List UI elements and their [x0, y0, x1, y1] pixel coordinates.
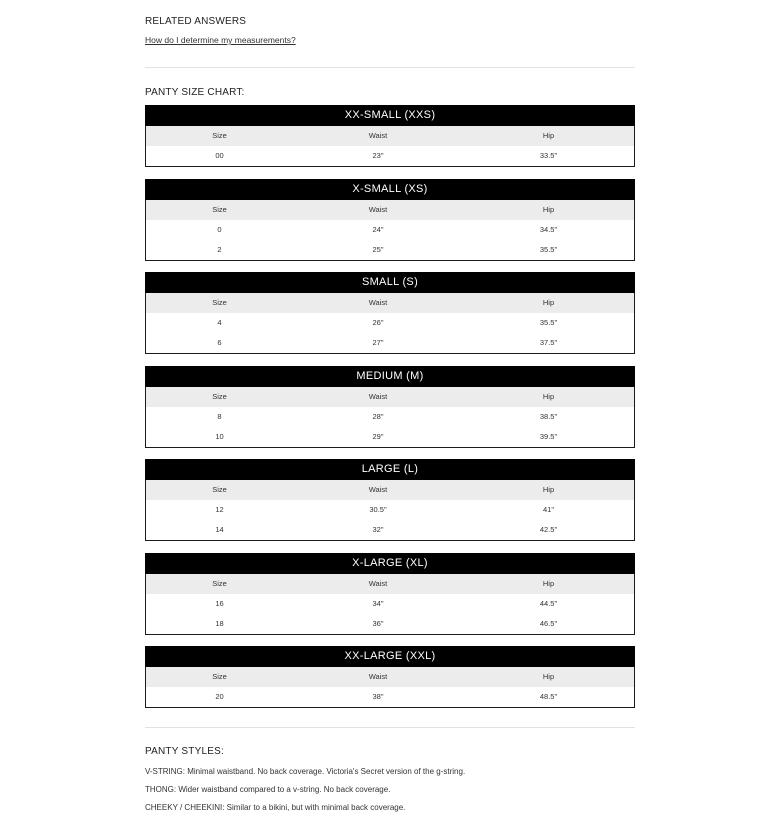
- cell-size: 2: [217, 245, 222, 254]
- cell-hip: 33.5": [539, 151, 558, 160]
- column-header-waist: Waist: [368, 131, 388, 140]
- column-header-size: Size: [212, 485, 227, 494]
- style-description: CHEEKY / CHEEKINI: Similar to a bikini, but with minimal back coverage.: [145, 803, 406, 812]
- style-description: V-STRING: Minimal waistband. No back coverage. Victoria's Secret version of the g-string.: [145, 767, 466, 776]
- panty-styles-title: PANTY STYLES:: [145, 746, 224, 757]
- column-header-hip: Hip: [542, 298, 555, 307]
- cell-waist: 23": [372, 151, 384, 160]
- divider: [145, 727, 635, 728]
- column-header-waist: Waist: [368, 672, 388, 681]
- column-header-hip: Hip: [542, 672, 555, 681]
- cell-size: 8: [217, 412, 222, 421]
- cell-size: 12: [215, 505, 224, 514]
- cell-size: 00: [215, 151, 224, 160]
- column-header-size: Size: [212, 392, 227, 401]
- column-header-row: [146, 126, 634, 146]
- cell-size: 10: [215, 432, 224, 441]
- column-header-waist: Waist: [368, 298, 388, 307]
- column-header-row: [146, 574, 634, 594]
- cell-size: 14: [215, 525, 224, 534]
- cell-waist: 32": [372, 525, 384, 534]
- column-header-size: Size: [212, 579, 227, 588]
- size-table: [145, 646, 635, 708]
- column-header-size: Size: [212, 131, 227, 140]
- table-row: [146, 614, 634, 634]
- column-header-waist: Waist: [368, 392, 388, 401]
- table-row: [146, 594, 634, 614]
- cell-hip: 48.5": [539, 692, 558, 701]
- table-row: [146, 146, 634, 166]
- column-header-hip: Hip: [542, 392, 555, 401]
- table-row: [146, 407, 634, 427]
- cell-hip: 38.5": [539, 412, 558, 421]
- cell-size: 6: [217, 338, 222, 347]
- size-table-heading: X-LARGE (XL): [145, 553, 635, 574]
- cell-hip: 42.5": [539, 525, 558, 534]
- cell-waist: 27": [372, 338, 384, 347]
- column-header-waist: Waist: [368, 205, 388, 214]
- table-row: [146, 220, 634, 240]
- column-header-waist: Waist: [368, 579, 388, 588]
- cell-waist: 26": [372, 318, 384, 327]
- cell-hip: 41": [542, 505, 554, 514]
- cell-waist: 36": [372, 619, 384, 628]
- column-header-waist: Waist: [368, 485, 388, 494]
- cell-hip: 46.5": [539, 619, 558, 628]
- cell-size: 16: [215, 599, 224, 608]
- style-description: THONG: Wider waistband compared to a v-string. No back coverage.: [145, 785, 391, 794]
- cell-waist: 29": [372, 432, 384, 441]
- column-header-size: Size: [212, 672, 227, 681]
- table-row: [146, 520, 634, 540]
- divider: [145, 67, 635, 68]
- column-header-row: [146, 387, 634, 407]
- cell-size: 0: [217, 225, 222, 234]
- table-row: [146, 333, 634, 353]
- column-header-hip: Hip: [542, 205, 555, 214]
- column-header-hip: Hip: [542, 579, 555, 588]
- cell-size: 4: [217, 318, 222, 327]
- cell-waist: 25": [372, 245, 384, 254]
- cell-waist: 24": [372, 225, 384, 234]
- size-table-heading: LARGE (L): [145, 459, 635, 480]
- size-table: [145, 459, 635, 541]
- cell-hip: 39.5": [539, 432, 558, 441]
- column-header-row: [146, 200, 634, 220]
- table-row: [146, 500, 634, 520]
- column-header-row: [146, 667, 634, 687]
- size-table-heading: SMALL (S): [145, 272, 635, 293]
- cell-hip: 44.5": [539, 599, 558, 608]
- table-row: [146, 427, 634, 447]
- column-header-row: [146, 293, 634, 313]
- cell-waist: 34": [372, 599, 384, 608]
- size-table: [145, 105, 635, 167]
- cell-hip: 35.5": [539, 245, 558, 254]
- size-chart-title: PANTY SIZE CHART:: [145, 87, 245, 98]
- cell-hip: 35.5": [539, 318, 558, 327]
- size-table: [145, 179, 635, 261]
- size-table-heading: MEDIUM (M): [145, 366, 635, 387]
- related-answers-title: RELATED ANSWERS: [145, 16, 247, 27]
- column-header-size: Size: [212, 205, 227, 214]
- column-header-row: [146, 480, 634, 500]
- cell-size: 18: [215, 619, 224, 628]
- column-header-hip: Hip: [542, 485, 555, 494]
- table-row: [146, 687, 634, 707]
- column-header-hip: Hip: [542, 131, 555, 140]
- cell-waist: 38": [372, 692, 384, 701]
- size-table: [145, 366, 635, 448]
- measurements-link[interactable]: How do I determine my measurements?: [145, 35, 296, 45]
- size-table-heading: XX-SMALL (XXS): [145, 105, 635, 126]
- table-row: [146, 240, 634, 260]
- size-table-heading: X-SMALL (XS): [145, 179, 635, 200]
- cell-size: 20: [215, 692, 224, 701]
- cell-waist: 28": [372, 412, 384, 421]
- size-table: [145, 272, 635, 354]
- cell-hip: 34.5": [539, 225, 558, 234]
- column-header-size: Size: [212, 298, 227, 307]
- cell-waist: 30.5": [369, 505, 387, 514]
- size-table: [145, 553, 635, 635]
- size-table-heading: XX-LARGE (XXL): [145, 646, 635, 667]
- table-row: [146, 313, 634, 333]
- cell-hip: 37.5": [539, 338, 558, 347]
